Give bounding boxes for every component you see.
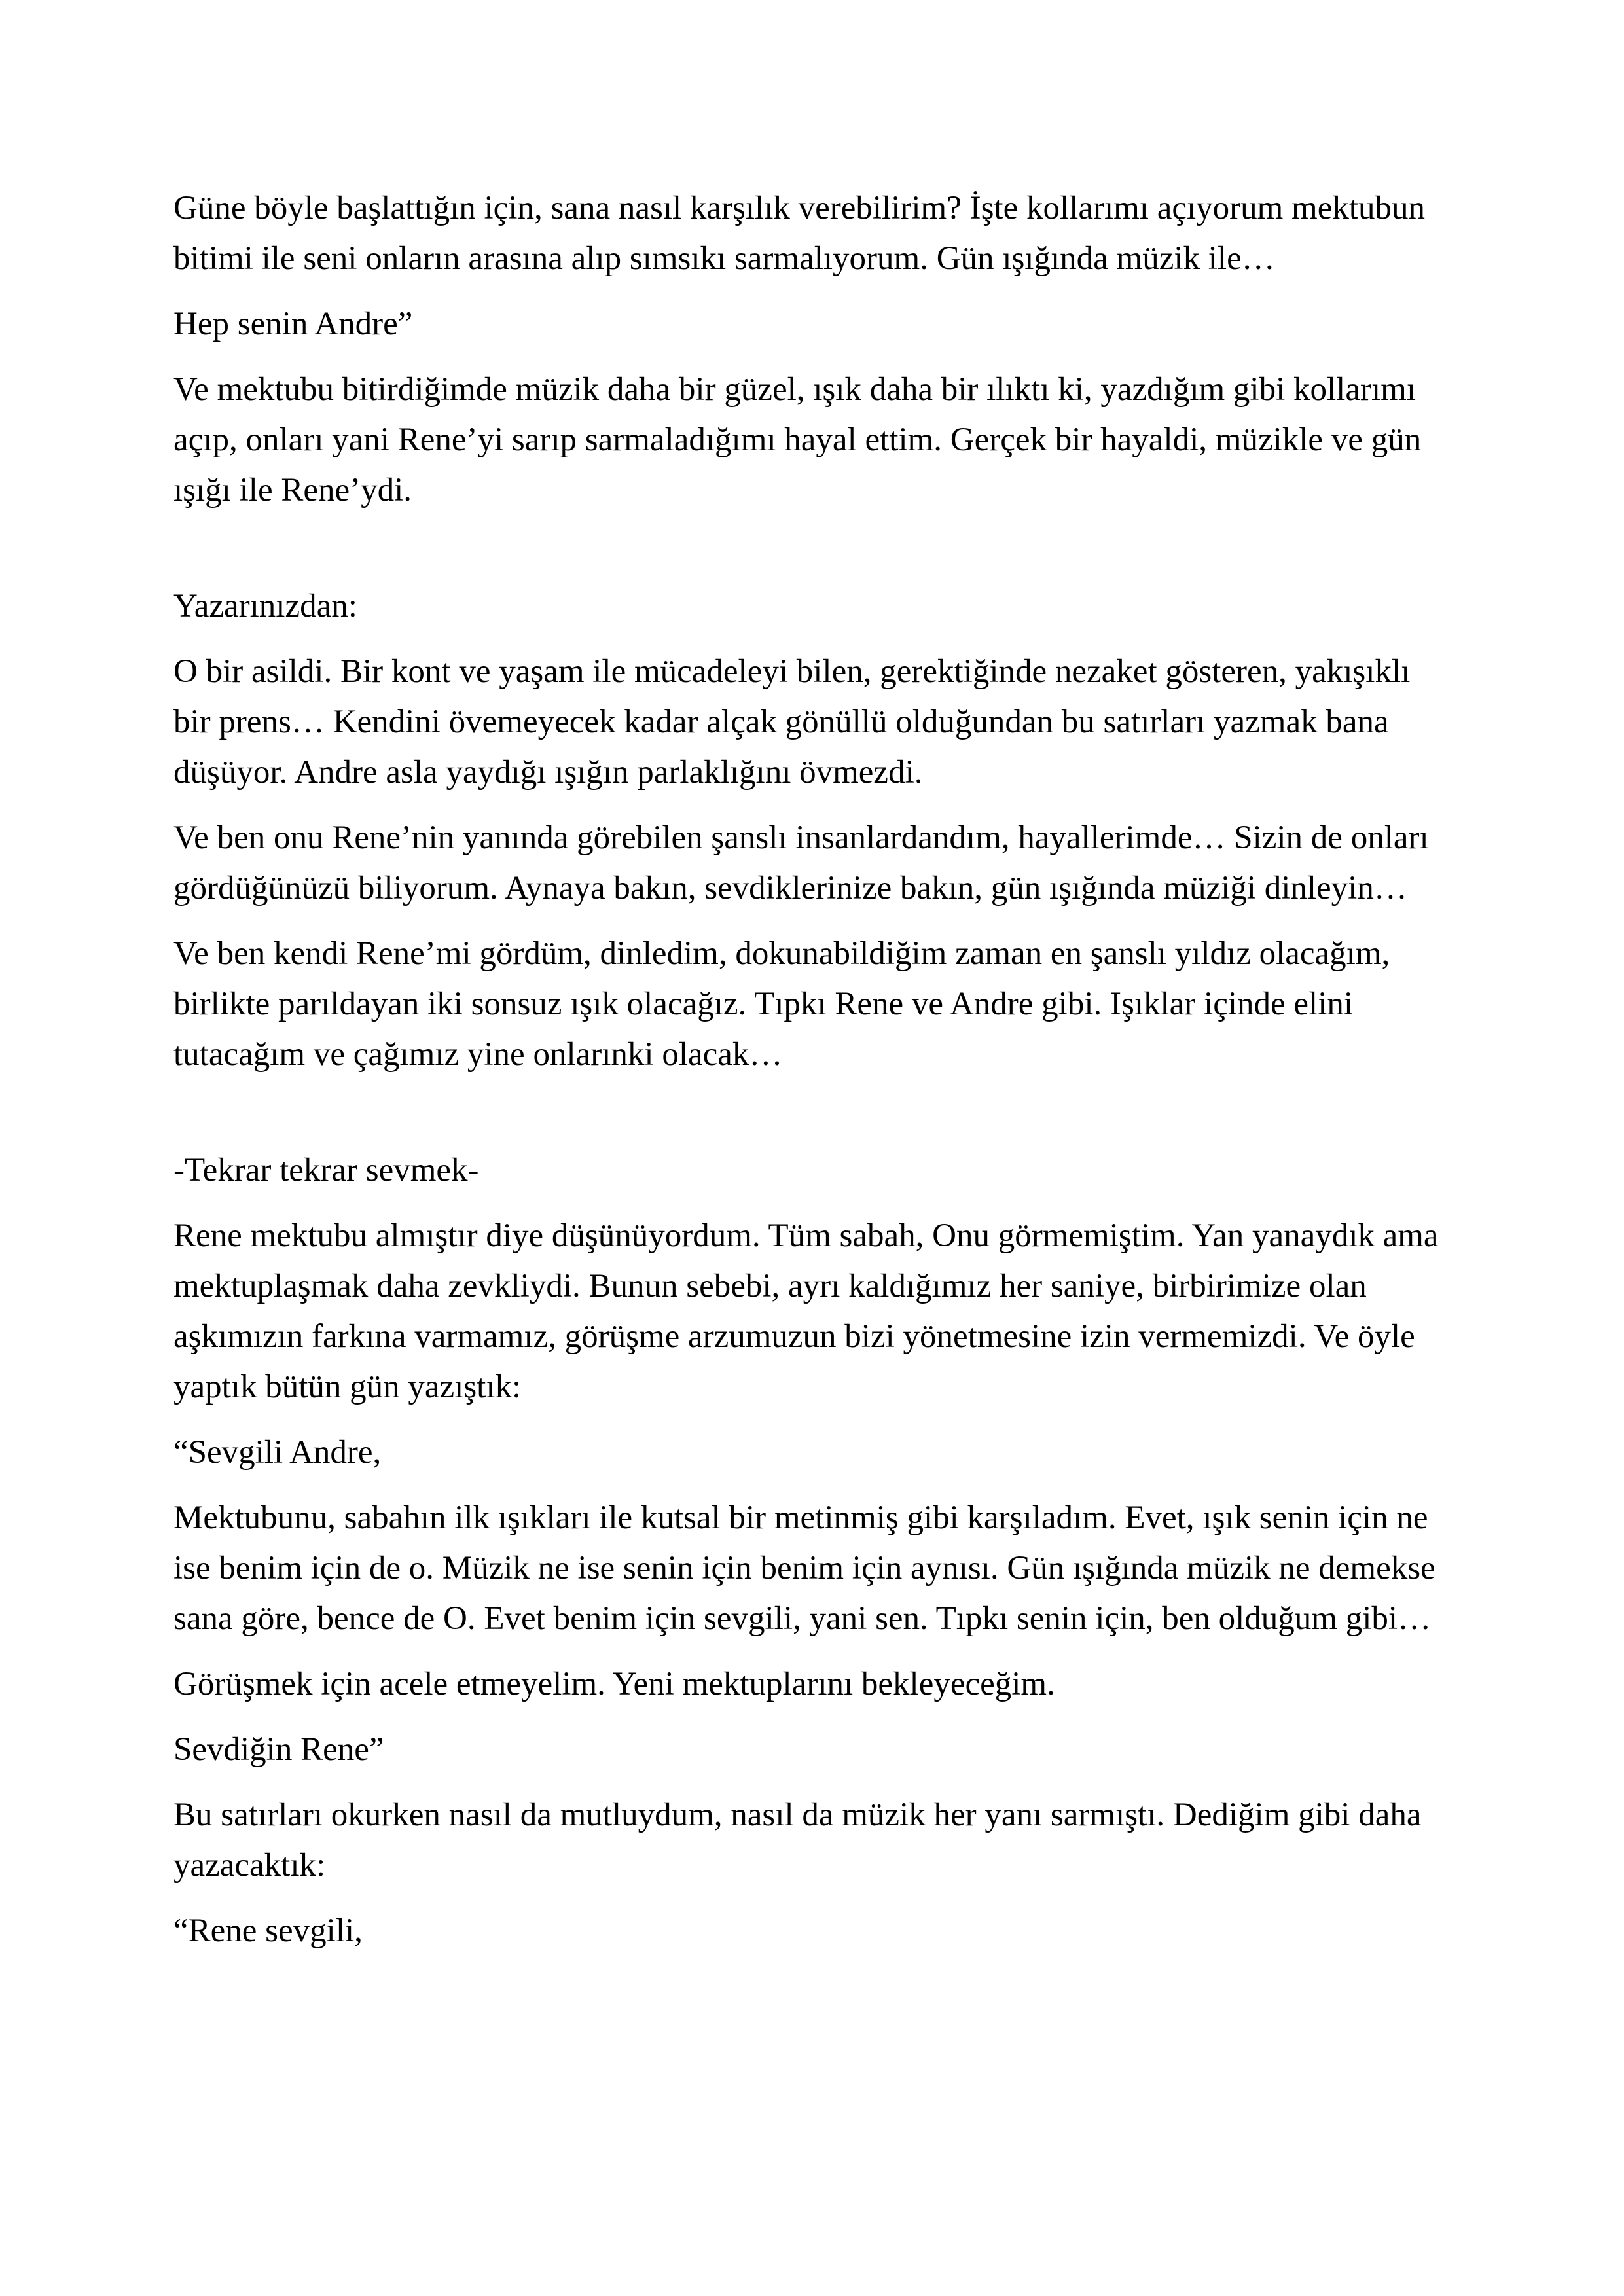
paragraph: Ve mektubu bitirdiğimde müzik daha bir güzel, ışık daha bir ılıktı ki, yazdığım gibi kollarımı açıp, onları yani Rene’yi sarıp sarmaladığımı hayal ettim. Gerçek bir hayaldi, müzikle ve gün ışığı ile Rene’ydi. bbox=[173, 371, 1422, 509]
paragraph: “Sevgili Andre, bbox=[173, 1434, 382, 1471]
paragraph: “Rene sevgili, bbox=[173, 1912, 363, 1949]
paragraph: Sevdiğin Rene” bbox=[173, 1731, 384, 1768]
paragraph: Görüşmek için acele etmeyelim. Yeni mektuplarını bekleyeceğim. bbox=[173, 1666, 1055, 1702]
paragraph: O bir asildi. Bir kont ve yaşam ile mücadeleyi bilen, gerektiğinde nezaket gösteren, yakışıklı bir prens… Kendini övemeyecek kadar alçak gönüllü olduğundan bu satırları yazmak bana düşüyor. Andre asla yaydığı ışığın parlaklığını övmezdi. bbox=[173, 653, 1411, 791]
paragraph: -Tekrar tekrar sevmek- bbox=[173, 1152, 479, 1189]
paragraph: Mektubunu, sabahın ilk ışıkları ile kutsal bir metinmiş gibi karşıladım. Evet, ışık senin için ne ise benim için de o. Müzik ne ise senin için benim için aynısı. Gün ışığında müzik ne demekse sana göre, bence de O. Evet benim için sevgili, yani sen. Tıpkı senin için, ben olduğum gibi… bbox=[173, 1499, 1435, 1637]
paragraph: Rene mektubu almıştır diye düşünüyordum. Tüm sabah, Onu görmemiştim. Yan yanaydık ama mektuplaşmak daha zevkliydi. Bunun sebebi, ayrı kaldığımız her saniye, birbirimize olan aşkımızın farkına varmamız, görüşme arzumuzun bizi yönetmesine izin vermemizdi. Ve öyle yaptık bütün gün yazıştık: bbox=[173, 1217, 1439, 1405]
paragraph: Ve ben kendi Rene’mi gördüm, dinledim, dokunabildiğim zaman en şanslı yıldız olacağım, birlikte parıldayan iki sonsuz ışık olacağız. Tıpkı Rene ve Andre gibi. Işıklar içinde elini tutacağım ve çağımız yine onlarınki olacak… bbox=[173, 935, 1390, 1073]
paragraph: Güne böyle başlattığın için, sana nasıl karşılık verebilirim? İşte kollarımı açıyorum mektubun bitimi ile seni onların arasına alıp sımsıkı sarmalıyorum. Gün ışığında müzik ile… bbox=[173, 190, 1426, 277]
paragraph: Bu satırları okurken nasıl da mutluydum, nasıl da müzik her yanı sarmıştı. Dediğim gibi daha yazacaktık: bbox=[173, 1797, 1422, 1884]
paragraph: Hep senin Andre” bbox=[173, 306, 413, 342]
document-content bbox=[173, 183, 1450, 1971]
paragraph: Yazarınızdan: bbox=[173, 588, 357, 624]
paragraph: Ve ben onu Rene’nin yanında görebilen şanslı insanlardandım, hayallerimde… Sizin de onları gördüğünüzü biliyorum. Aynaya bakın, sevdiklerinize bakın, gün ışığında müziği dinleyin… bbox=[173, 819, 1429, 906]
